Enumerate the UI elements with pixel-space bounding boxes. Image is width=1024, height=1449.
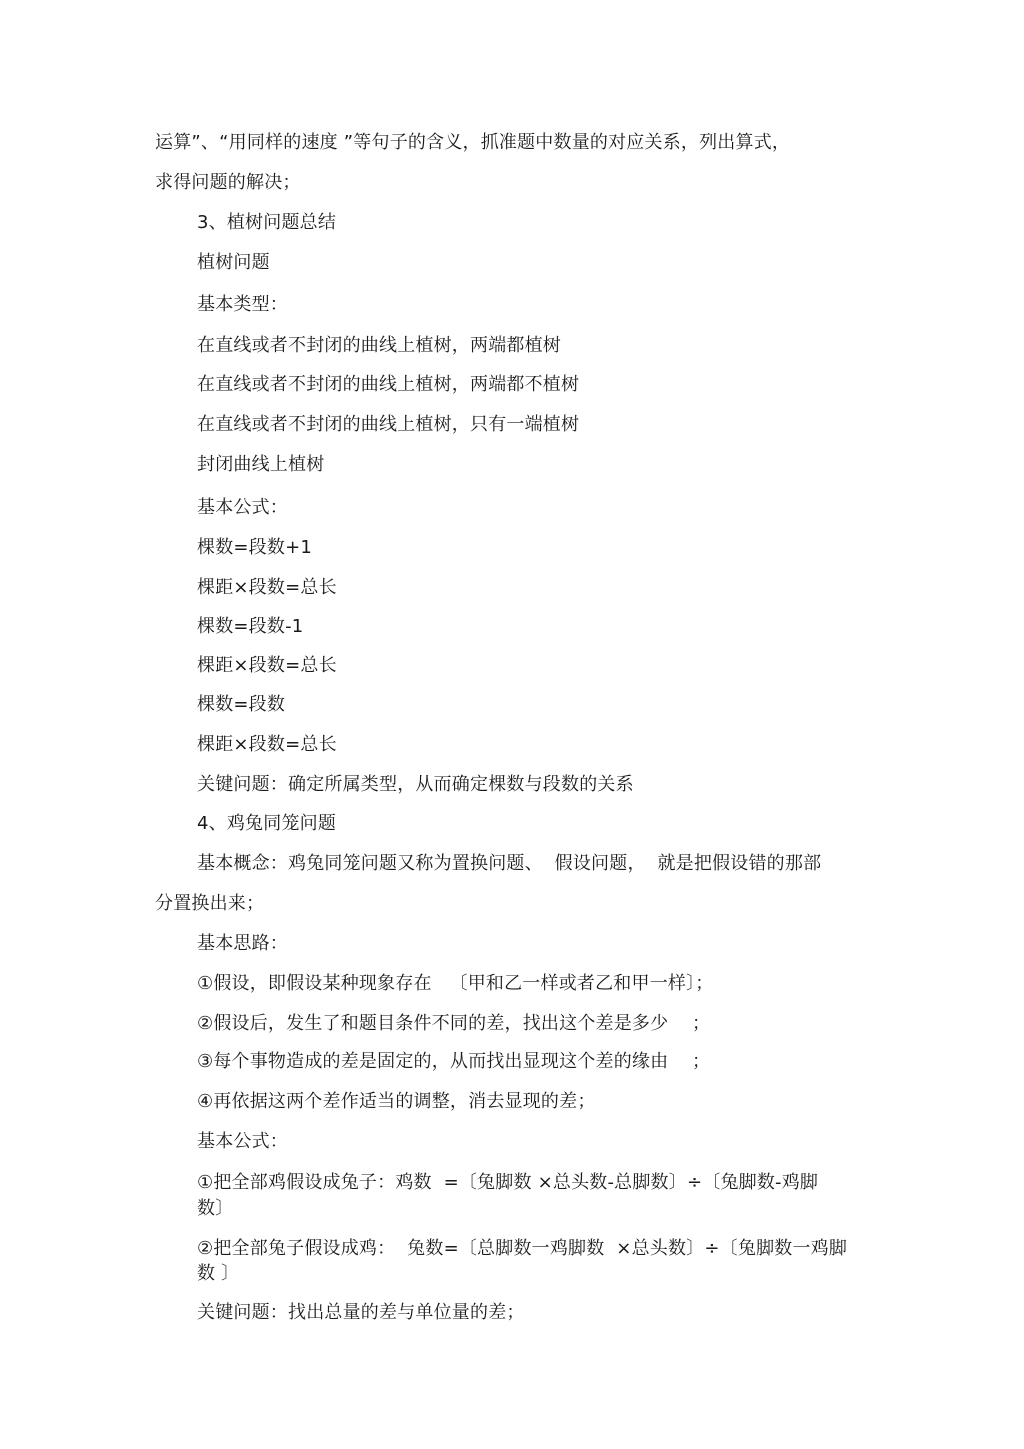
- list-line: 在直线或者不封闭的曲线上植树，两端都不植树: [197, 374, 580, 395]
- key-point-line: 关键问题：确定所属类型，从而确定棵数与段数的关系: [197, 774, 634, 795]
- label-line: 基本思路：: [197, 933, 288, 954]
- subheading: 植树问题: [197, 252, 270, 273]
- formula-line: 棵数=段数: [197, 694, 286, 715]
- paragraph-line: 求得问题的解决；: [155, 172, 301, 193]
- formula-line: ①把全部鸡假设成兔子：鸡数 =〔兔脚数 ×总头数-总脚数〕÷〔兔脚数-鸡脚: [197, 1172, 819, 1193]
- key-point-line: 关键问题：找出总量的差与单位量的差；: [197, 1302, 525, 1323]
- formula-line: 数〕: [197, 1198, 234, 1219]
- list-line: 在直线或者不封闭的曲线上植树，两端都植树: [197, 335, 561, 356]
- list-line: 在直线或者不封闭的曲线上植树，只有一端植树: [197, 414, 580, 435]
- formula-line: 棵数=段数+1: [197, 537, 313, 558]
- label-line: 基本公式：: [197, 497, 288, 518]
- paragraph-line: 运算”、“用同样的速度 ”等句子的含义，抓准题中数量的对应关系，列出算式，: [155, 132, 791, 153]
- section-heading: 4、鸡兔同笼问题: [197, 813, 337, 834]
- formula-line: 棵距×段数=总长: [197, 734, 337, 755]
- list-line: ③每个事物造成的差是固定的，从而找出显现这个差的缘由 ；: [197, 1051, 711, 1072]
- paragraph-line: 基本概念：鸡兔同笼问题又称为置换问题、 假设问题， 就是把假设错的那部: [197, 853, 822, 874]
- formula-line: 棵距×段数=总长: [197, 655, 337, 676]
- section-heading: 3、植树问题总结: [197, 212, 337, 233]
- label-line: 基本类型：: [197, 294, 288, 315]
- formula-line: 棵数=段数-1: [197, 616, 304, 637]
- formula-line: ②把全部兔子假设成鸡： 兔数=〔总脚数一鸡脚数 ×总头数〕÷〔兔脚数一鸡脚: [197, 1238, 848, 1259]
- formula-line: 棵距×段数=总长: [197, 577, 337, 598]
- list-line: ④再依据这两个差作适当的调整，消去显现的差；: [197, 1091, 596, 1112]
- list-line: ②假设后，发生了和题目条件不同的差，找出这个差是多少 ；: [197, 1013, 711, 1034]
- label-line: 基本公式：: [197, 1131, 288, 1152]
- list-line: ①假设，即假设某种现象存在 〔甲和乙一样或者乙和甲一样〕；: [197, 973, 714, 994]
- list-line: 封闭曲线上植树: [197, 454, 325, 475]
- formula-line: 数 〕: [197, 1263, 240, 1284]
- paragraph-line: 分置换出来；: [155, 893, 265, 914]
